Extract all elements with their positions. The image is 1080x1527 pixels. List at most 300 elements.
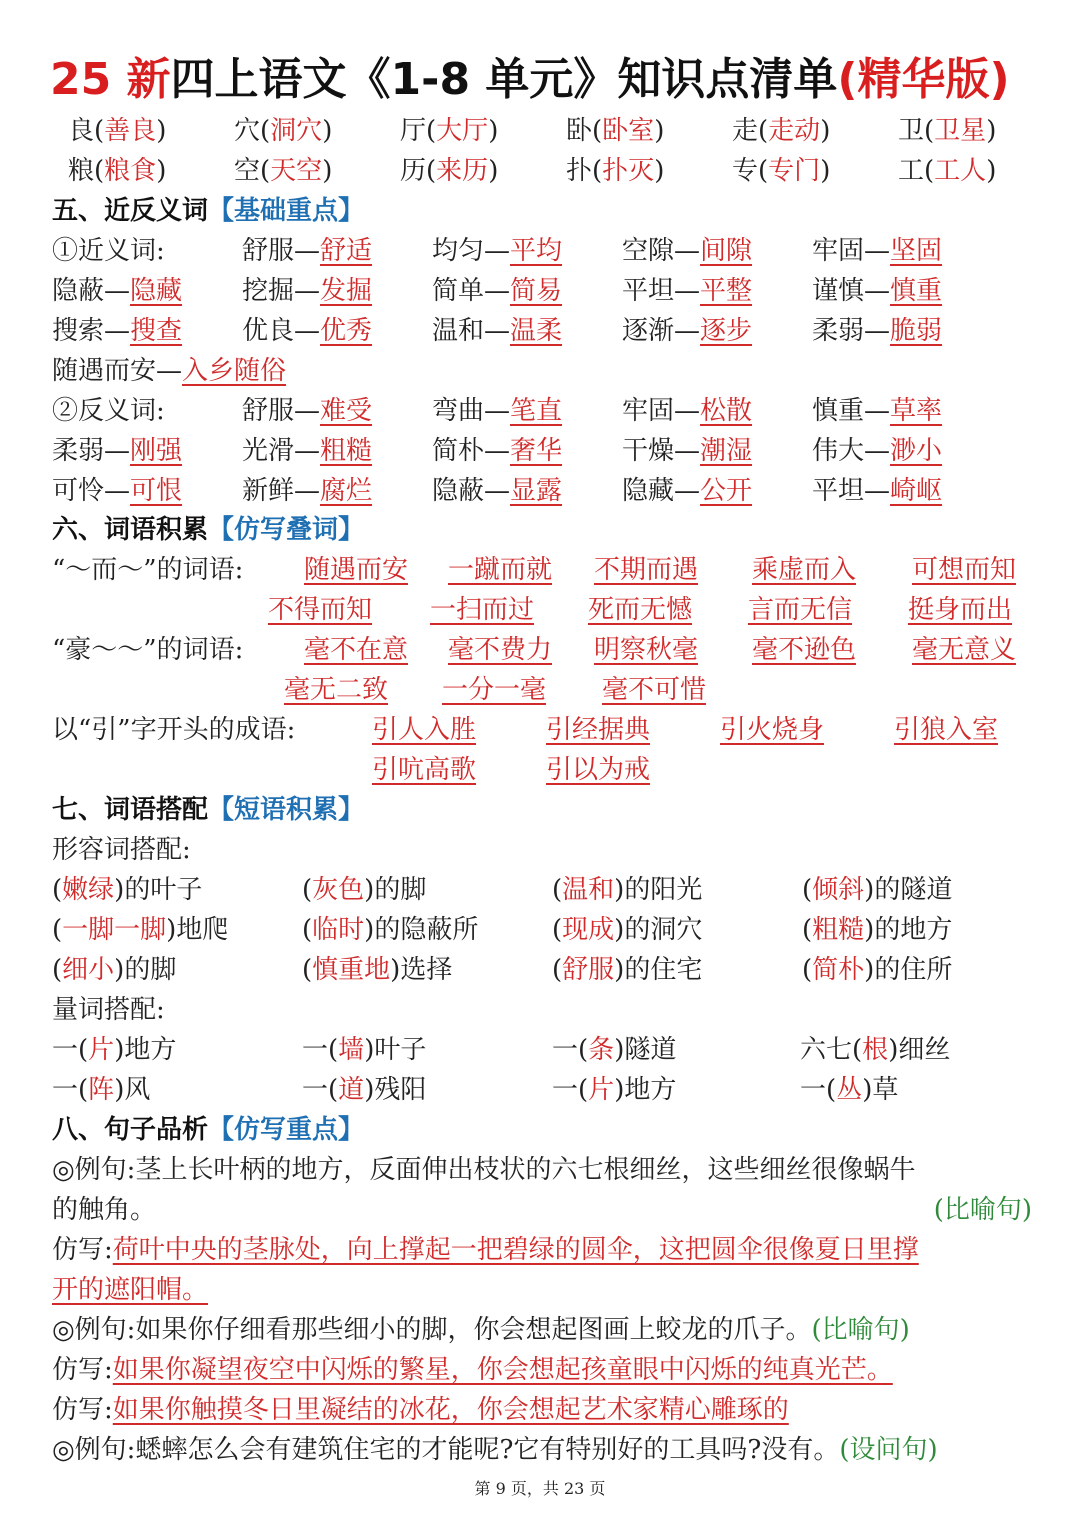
collocation-item: [302, 950, 452, 990]
word-question: 弯曲—: [432, 396, 511, 426]
character-item: [234, 151, 332, 191]
word-answer: 显露: [510, 476, 563, 506]
character-item: [898, 111, 996, 151]
idiom-word: 随遇而安: [304, 555, 409, 585]
collocation-item: [802, 870, 952, 910]
measure-noun: 地方: [624, 1075, 677, 1105]
example-label: ◎例句:: [52, 1155, 136, 1185]
word-pair-row: [52, 231, 1032, 271]
measure-prefix: 一: [552, 1075, 579, 1105]
character: 走: [732, 116, 759, 146]
character: 空: [234, 156, 261, 186]
section-heading: [52, 191, 364, 231]
character: 穴: [234, 116, 261, 146]
word-pair: [432, 311, 562, 351]
word-pair: [52, 351, 286, 391]
word-answer: 搜查: [130, 316, 183, 346]
paren: ): [390, 955, 401, 985]
paren: ): [364, 1075, 375, 1105]
paren: ): [614, 1075, 625, 1105]
word-pair: [812, 311, 942, 351]
collocation-item: [800, 1030, 950, 1070]
collocation-noun: 的隧道: [874, 875, 953, 905]
collocation-item: [552, 870, 702, 910]
idiom-label: [52, 710, 295, 750]
word-pair-row: [52, 391, 1032, 431]
word-answer: 粗糙: [320, 436, 373, 466]
collocation-noun: 的隐蔽所: [374, 915, 479, 945]
imitation-answer: 荷叶中央的茎脉处，向上撑起一把碧绿的圆伞，这把圆伞很像夏日里撑: [112, 1235, 919, 1265]
sentence-type: (比喻句): [811, 1315, 910, 1345]
page-footer: 第 9 页，共 23 页: [474, 1479, 606, 1498]
collocation-answer: 嫩绿: [62, 875, 115, 905]
character: 专: [732, 156, 759, 186]
idiom-item: [912, 550, 1016, 590]
collocation-answer: 倾斜: [812, 875, 865, 905]
word-pair: [812, 271, 942, 311]
imitation-sentence: [52, 1390, 789, 1430]
sentence-type: (比喻句): [933, 1195, 1032, 1225]
paren: ): [820, 156, 831, 186]
measure-prefix: 一: [302, 1075, 329, 1105]
collocation-answer: 一脚一脚: [62, 915, 167, 945]
word-pair: [52, 271, 182, 311]
section-title: 八、句子品析: [52, 1115, 209, 1145]
collocation-item: [552, 910, 702, 950]
character-item: [234, 111, 332, 151]
word-question: 新鲜—: [242, 476, 321, 506]
idiom-word: 毫无二致: [284, 675, 389, 705]
character-word: 走动: [768, 116, 821, 146]
word-question: 简单—: [432, 276, 511, 306]
idiom-word: 一蹴而就: [448, 555, 553, 585]
collocation-noun: 地爬: [176, 915, 229, 945]
list-label-text: ②反义词:: [52, 396, 165, 426]
paren: ): [864, 955, 875, 985]
paren: (: [78, 1075, 89, 1105]
idiom-item: [588, 590, 692, 630]
word-question: 隐蔽—: [52, 276, 131, 306]
word-pair-row: [52, 431, 1032, 471]
measure-prefix: 一: [52, 1075, 79, 1105]
character-word: 大厅: [436, 116, 489, 146]
paren: ): [888, 1035, 899, 1065]
character-word: 扑灭: [602, 156, 655, 186]
measure-word: 条: [588, 1035, 615, 1065]
idiom-word: 毫不逊色: [752, 635, 857, 665]
paren: (: [260, 156, 271, 186]
character: 厅: [400, 116, 427, 146]
word-pair-row: [52, 311, 1032, 351]
word-answer: 简易: [510, 276, 563, 306]
collocation-row: [52, 870, 1032, 910]
word-answer: 崎岖: [890, 476, 943, 506]
word-question: 逐渐—: [622, 316, 701, 346]
measure-noun: 地方: [124, 1035, 177, 1065]
word-answer: 公开: [700, 476, 753, 506]
idiom-word: 一扫而过: [430, 595, 535, 625]
paren: ): [614, 955, 625, 985]
measure-prefix: 一: [552, 1035, 579, 1065]
paren: (: [802, 915, 813, 945]
character-item: [400, 111, 498, 151]
idiom-item: [908, 590, 1012, 630]
character-item: [732, 111, 830, 151]
character-item: [68, 111, 166, 151]
word-pair: [432, 271, 562, 311]
word-pair: [242, 431, 372, 471]
example-text: 茎上长叶柄的地方，反面伸出枝状的六七根细丝，这些细丝很像蜗牛: [135, 1155, 916, 1185]
paren: ): [114, 955, 125, 985]
idiom-label: [52, 550, 243, 590]
paren: ): [488, 156, 499, 186]
word-question: 优良—: [242, 316, 321, 346]
section-tag: 【仿写重点】: [208, 1115, 365, 1145]
paren: ): [156, 116, 167, 146]
word-answer: 奢华: [510, 436, 563, 466]
idiom-item: [546, 750, 650, 790]
idiom-item: [448, 550, 552, 590]
idiom-row: [52, 630, 1032, 670]
collocation-row: [52, 910, 1032, 950]
word-pair: [242, 471, 372, 511]
adjective-label: 形容词搭配:: [52, 835, 191, 865]
word-answer: 温柔: [510, 316, 563, 346]
collocation-item: [302, 870, 426, 910]
measure-noun: 隧道: [624, 1035, 677, 1065]
paren: ): [614, 915, 625, 945]
idiom-item: [304, 550, 408, 590]
collocation-answer: 慎重地: [312, 955, 391, 985]
measure-noun: 草: [872, 1075, 899, 1105]
idiom-word: 引火烧身: [720, 715, 825, 745]
word-pair: [622, 391, 752, 431]
collocation-answer: 现成: [562, 915, 615, 945]
paren: ): [322, 116, 333, 146]
character: 粮: [68, 156, 95, 186]
word-pair: [52, 311, 182, 351]
word-pair: [622, 431, 752, 471]
collocation-noun: 的脚: [124, 955, 177, 985]
idiom-row: [52, 670, 1032, 710]
word-pair-row: [52, 351, 1032, 391]
idiom-item: [372, 750, 476, 790]
idiom-item: [752, 550, 856, 590]
word-pair: [812, 231, 942, 271]
paren: ): [156, 156, 167, 186]
idiom-label-text: 以“引”字开头的成语:: [52, 715, 296, 745]
section-tag: 【仿写叠词】: [208, 515, 365, 545]
measure-noun: 叶子: [374, 1035, 427, 1065]
example-label: ◎例句:: [52, 1315, 136, 1345]
paren: ): [862, 1075, 873, 1105]
measure-word: 阵: [88, 1075, 115, 1105]
word-pair: [242, 391, 372, 431]
idiom-row: [52, 710, 1032, 750]
paren: ): [322, 156, 333, 186]
idiom-word: 毫不可惜: [602, 675, 707, 705]
word-question: 随遇而安—: [52, 356, 183, 386]
idiom-word: 乘虚而入: [752, 555, 857, 585]
collocation-noun: 的洞穴: [624, 915, 703, 945]
collocation-noun: 的地方: [874, 915, 953, 945]
character-item: [400, 151, 498, 191]
paren: (: [302, 915, 313, 945]
word-pair: [242, 231, 372, 271]
word-question: 搜索—: [52, 316, 131, 346]
word-pair: [622, 231, 752, 271]
idiom-item: [430, 590, 534, 630]
word-answer: 渺小: [890, 436, 943, 466]
word-pair-row: [52, 471, 1032, 511]
collocation-item: [52, 910, 228, 950]
measure-prefix: 一: [800, 1075, 827, 1105]
word-question: 光滑—: [242, 436, 321, 466]
character: 历: [400, 156, 427, 186]
example-sentence: [52, 1310, 910, 1350]
word-question: 舒服—: [242, 396, 321, 426]
idiom-row: [52, 750, 1032, 790]
word-question: 伟大—: [812, 436, 891, 466]
imitation-label: 仿写:: [52, 1395, 113, 1425]
idiom-word: 毫无意义: [912, 635, 1017, 665]
word-pair: [52, 431, 182, 471]
idiom-word: 一分一毫: [442, 675, 547, 705]
idiom-word: 引以为戒: [546, 755, 651, 785]
collocation-item: [802, 950, 952, 990]
word-question: 谨慎—: [812, 276, 891, 306]
character: 工: [898, 156, 925, 186]
paren: ): [166, 915, 177, 945]
character-word: 粮食: [104, 156, 157, 186]
word-answer: 逐步: [700, 316, 753, 346]
example-sentence: [52, 1150, 915, 1190]
example-label: ◎例句:: [52, 1435, 136, 1465]
paren: ): [654, 156, 665, 186]
paren: ): [364, 915, 375, 945]
paren: ): [820, 116, 831, 146]
collocation-item: [52, 950, 176, 990]
collocation-item: [52, 1030, 176, 1070]
measure-word: 道: [338, 1075, 365, 1105]
paren: (: [578, 1035, 589, 1065]
idiom-word: 不期而遇: [594, 555, 699, 585]
word-answer: 慎重: [890, 276, 943, 306]
paren: (: [328, 1035, 339, 1065]
section-title: 七、词语搭配: [52, 795, 209, 825]
word-question: 平坦—: [622, 276, 701, 306]
character-row: [52, 111, 1032, 151]
idiom-word: 引狼入室: [894, 715, 999, 745]
idiom-item: [372, 710, 476, 750]
word-question: 牢固—: [812, 236, 891, 266]
measure-prefix: 一: [52, 1035, 79, 1065]
measure-prefix: 一: [302, 1035, 329, 1065]
character-word: 来历: [436, 156, 489, 186]
imitation-sentence: [52, 1230, 919, 1270]
example-text: 如果你仔细看那些细小的脚，你会想起图画上蛟龙的爪子。: [135, 1315, 812, 1345]
word-answer: 隐藏: [130, 276, 183, 306]
word-answer: 松散: [700, 396, 753, 426]
measure-word-label: 量词搭配:: [52, 995, 165, 1025]
word-pair: [52, 471, 182, 511]
idiom-item: [912, 630, 1016, 670]
character-word: 工人: [934, 156, 987, 186]
character-item: [898, 151, 996, 191]
imitation-answer: 如果你触摸冬日里凝结的冰花，你会想起艺术家精心雕琢的: [112, 1395, 789, 1425]
measure-noun: 细丝: [898, 1035, 951, 1065]
measure-word: 墙: [338, 1035, 365, 1065]
word-question: 柔弱—: [52, 436, 131, 466]
paren: ): [614, 1035, 625, 1065]
imitation-sentence: [52, 1350, 893, 1390]
sentence-type: (设问句): [839, 1435, 938, 1465]
paren: ): [364, 1035, 375, 1065]
word-answer: 发掘: [320, 276, 373, 306]
word-pair-row: [52, 271, 1032, 311]
word-answer: 入乡随俗: [182, 356, 287, 386]
word-pair: [242, 271, 372, 311]
word-question: 空隙—: [622, 236, 701, 266]
title-suffix: (精华版): [837, 54, 1010, 105]
paren: (: [328, 1075, 339, 1105]
word-answer: 刚强: [130, 436, 183, 466]
word-pair: [622, 311, 752, 351]
paren: (: [592, 116, 603, 146]
character-word: 卧室: [602, 116, 655, 146]
paren: (: [592, 156, 603, 186]
idiom-item: [894, 710, 998, 750]
idiom-word: 死而无憾: [588, 595, 693, 625]
idiom-item: [268, 590, 372, 630]
word-answer: 草率: [890, 396, 943, 426]
word-pair: [432, 231, 562, 271]
imitation-label: 仿写:: [52, 1235, 113, 1265]
paren: (: [302, 955, 313, 985]
measure-word: 根: [862, 1035, 889, 1065]
paren: (: [552, 955, 563, 985]
paren: (: [552, 915, 563, 945]
list-label: [52, 231, 165, 271]
word-pair: [812, 431, 942, 471]
paren: ): [864, 875, 875, 905]
character-item: [68, 151, 166, 191]
idiom-word: 引吭高歌: [372, 755, 477, 785]
character-word: 洞穴: [270, 116, 323, 146]
collocation-item: [800, 1070, 898, 1110]
measure-word: 片: [88, 1035, 115, 1065]
idiom-label: [52, 630, 243, 670]
word-pair: [432, 431, 562, 471]
paren: (: [802, 955, 813, 985]
paren: ): [986, 156, 997, 186]
paren: (: [802, 875, 813, 905]
idiom-word: 挺身而出: [908, 595, 1013, 625]
section-heading: [52, 1110, 364, 1150]
paren: ): [614, 875, 625, 905]
word-answer: 难受: [320, 396, 373, 426]
word-question: 隐藏—: [622, 476, 701, 506]
paren: (: [302, 875, 313, 905]
character-item: [566, 151, 664, 191]
idiom-item: [748, 590, 852, 630]
collocation-answer: 临时: [312, 915, 365, 945]
word-pair: [432, 391, 562, 431]
idiom-word: 引人入胜: [372, 715, 477, 745]
paren: ): [864, 915, 875, 945]
section-heading: [52, 510, 364, 550]
collocation-noun: 的阳光: [624, 875, 703, 905]
collocation-item: [552, 1070, 676, 1110]
idiom-item: [442, 670, 546, 710]
collocation-item: [802, 910, 952, 950]
collocation-item: [302, 1030, 426, 1070]
idiom-word: 可想而知: [912, 555, 1017, 585]
idiom-word: 不得而知: [268, 595, 373, 625]
imitation-label: 仿写:: [52, 1355, 113, 1385]
word-question: 温和—: [432, 316, 511, 346]
paren: (: [52, 955, 63, 985]
word-answer: 舒适: [320, 236, 373, 266]
paren: (: [852, 1035, 863, 1065]
title-prefix: 25 新: [50, 54, 171, 105]
word-answer: 腐烂: [320, 476, 373, 506]
page-title: [50, 52, 1050, 108]
character-word: 卫星: [934, 116, 987, 146]
character-word: 专门: [768, 156, 821, 186]
section-title: 六、词语积累: [52, 515, 209, 545]
collocation-item: [302, 1070, 426, 1110]
word-question: 慎重—: [812, 396, 891, 426]
collocation-item: [552, 1030, 676, 1070]
word-answer: 脆弱: [890, 316, 943, 346]
character: 卫: [898, 116, 925, 146]
idiom-word: 引经据典: [546, 715, 651, 745]
idiom-item: [602, 670, 706, 710]
collocation-noun: 的脚: [374, 875, 427, 905]
idiom-item: [546, 710, 650, 750]
idiom-row: [52, 550, 1032, 590]
word-answer: 平均: [510, 236, 563, 266]
character-word: 天空: [270, 156, 323, 186]
word-question: 舒服—: [242, 236, 321, 266]
example-text: 的触角。: [52, 1195, 157, 1225]
section-tag: 【短语积累】: [208, 795, 365, 825]
word-answer: 潮湿: [700, 436, 753, 466]
paren: (: [426, 116, 437, 146]
word-answer: 间隙: [700, 236, 753, 266]
character: 扑: [566, 156, 593, 186]
paren: ): [114, 1075, 125, 1105]
idiom-label-text: “～而～”的词语:: [52, 555, 244, 585]
paren: (: [52, 875, 63, 905]
character-item: [732, 151, 830, 191]
character: 良: [68, 116, 95, 146]
collocation-answer: 简朴: [812, 955, 865, 985]
list-label: [52, 391, 165, 431]
collocation-row: [52, 1070, 1032, 1110]
character: 卧: [566, 116, 593, 146]
idiom-item: [594, 630, 698, 670]
paren: (: [924, 116, 935, 146]
idiom-row: [52, 590, 1032, 630]
example-sentence: [52, 1430, 938, 1470]
collocation-noun: 的住所: [874, 955, 953, 985]
measure-noun: 风: [124, 1075, 151, 1105]
paren: (: [426, 156, 437, 186]
collocation-item: [52, 1070, 150, 1110]
paren: ): [986, 116, 997, 146]
